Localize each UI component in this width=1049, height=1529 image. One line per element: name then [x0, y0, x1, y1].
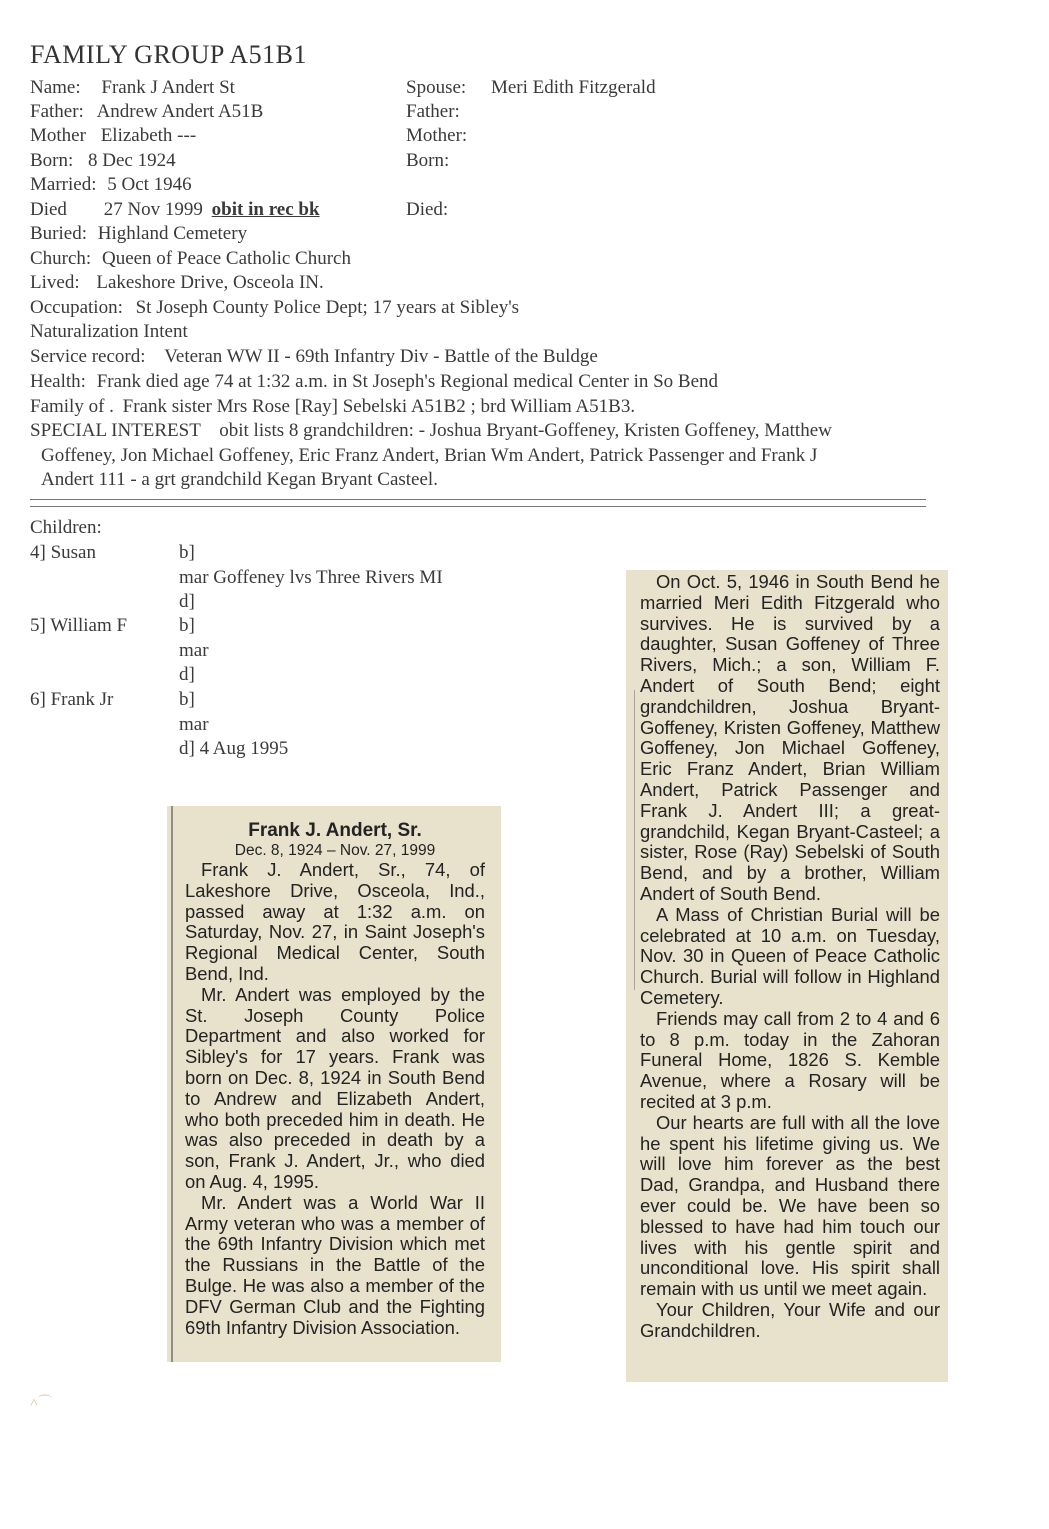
- church-label: Church:: [30, 248, 92, 269]
- married-value: 5 Oct 1946: [107, 174, 192, 195]
- child-name: 6] Frank Jr: [30, 689, 114, 710]
- special-line2: Goffeney, Jon Michael Goffeney, Eric Franz Andert, Brian Wm Andert, Patrick Passenger and Frank J: [41, 445, 818, 466]
- lived-row: [30, 271, 324, 295]
- spouse-mother-label: Mother:: [406, 125, 468, 146]
- obituary-paragraph: Mr. Andert was a World War II Army veteran who was a member of the 69th Infantry Division which met the Russians in the Battle of the Bulge. He was also a member of the DFV German Club and the Fighting 69th Infantry Division Association.: [185, 1191, 485, 1338]
- lived-label: Lived:: [30, 272, 80, 293]
- child-married: mar Goffeney lvs Three Rivers MI: [179, 567, 443, 588]
- clipping-edge-line: [634, 690, 635, 990]
- child-born: b]: [179, 689, 195, 710]
- died-value: 27 Nov 1999: [103, 199, 203, 220]
- married-row: [30, 173, 192, 197]
- church-row: [30, 247, 351, 271]
- obituary-paragraph: On Oct. 5, 1946 in South Bend he married Meri Edith Fitzgerald who survives. He is survived by a daughter, Susan Goffeney of Three Rivers, Mich.; a son, William F. Andert of South Bend; eight grandchildren, Joshua Bryant-Goffeney, Kristen Goffeney, Matthew Goffeney, Jon Michael Goffeney, Eric Franz Andert, Brian William Andert, Patrick Passenger and Frank J. Andert III; a great-grandchild, Kegan Bryant-Casteel; a sister, Rose (Ray) Sebelski of South Bend, and by a brother, William Andert of South Bend.: [640, 571, 940, 904]
- obituary-paragraph: Our hearts are full with all the love he spent his lifetime giving us. We will love him forever as the best Dad, Grandpa, and Husband there ever could be. We have been so blessed to have had him touch our lives with his gentle spirit and unconditional love. His spirit shall remain with us until we meet again.: [640, 1111, 940, 1300]
- obituary-paragraph: Your Children, Your Wife and our Grandchildren.: [640, 1298, 940, 1341]
- father-label: Father:: [30, 101, 84, 122]
- obituary-clipping-2: [626, 570, 948, 1382]
- born-label: Born:: [30, 150, 74, 171]
- special-row: [30, 419, 832, 443]
- family-value: Frank sister Mrs Rose [Ray] Sebelski A51B2 ; brd William A51B3.: [122, 396, 636, 417]
- buried-row: [30, 222, 247, 246]
- child-name: 5] William F: [30, 615, 128, 636]
- obituary-heading: Frank J. Andert, Sr.: [248, 820, 422, 841]
- spouse-label: Spouse:: [406, 77, 467, 98]
- lived-value: Lakeshore Drive, Osceola IN.: [96, 272, 324, 293]
- married-label: Married:: [30, 174, 97, 195]
- naturalization-row: Naturalization Intent: [30, 321, 188, 342]
- child-born: b]: [179, 542, 195, 563]
- obituary-paragraph: Friends may call from 2 to 4 and 6 to 8 p.m. today in the Zahoran Funeral Home, 1826 S. Kemble Avenue, where a Rosary will be recited at 3 p.m.: [640, 1007, 940, 1112]
- service-row: [30, 345, 598, 369]
- mother-row: [30, 124, 196, 148]
- occupation-value: St Joseph County Police Dept; 17 years at Sibley's: [135, 297, 520, 318]
- buried-value: Highland Cemetery: [97, 223, 248, 244]
- special-line3: Andert 111 - a grt grandchild Kegan Bryant Casteel.: [41, 469, 438, 490]
- clipping-edge-line: [171, 806, 173, 1362]
- family-row: [30, 395, 635, 419]
- father-value: Andrew Andert A51B: [96, 101, 264, 122]
- spouse-value: Meri Edith Fitzgerald: [490, 77, 656, 98]
- church-value: Queen of Peace Catholic Church: [101, 248, 351, 269]
- child-died: d] 4 Aug 1995: [179, 738, 289, 759]
- mother-value: Elizabeth ---: [100, 125, 197, 146]
- child-married: mar: [179, 714, 209, 735]
- child-died: d]: [179, 591, 195, 612]
- health-label: Health:: [30, 371, 86, 392]
- health-row: [30, 370, 718, 394]
- stray-mark: ˄⌒: [30, 1396, 52, 1411]
- obituary-paragraph: Mr. Andert was employed by the St. Joseph County Police Department and also worked for Sibley's for 17 years. Frank was born on Dec. 8, 1924 in South Bend to Andrew and Elizabeth Andert, who both preceded him in death. He was also preceded in death by a son, Frank J. Andert, Jr., who died on Aug. 4, 1995.: [185, 983, 485, 1192]
- page-title: FAMILY GROUP A51B1: [30, 40, 308, 69]
- occupation-label: Occupation:: [30, 297, 123, 318]
- name-label: Name:: [30, 77, 81, 98]
- spouse-born-label: Born:: [406, 150, 450, 171]
- name-row: [30, 76, 235, 100]
- child-married: mar: [179, 640, 209, 661]
- special-label: SPECIAL INTEREST: [30, 420, 201, 441]
- child-born: b]: [179, 615, 195, 636]
- child-died: d]: [179, 664, 195, 685]
- spouse-died-label: Died:: [406, 199, 449, 220]
- died-label: Died: [30, 199, 67, 220]
- born-value: 8 Dec 1924: [88, 150, 176, 171]
- child-name: 4] Susan: [30, 542, 96, 563]
- obit-note: obit in rec bk: [211, 199, 320, 220]
- occupation-row: [30, 296, 519, 320]
- mother-label: Mother: [30, 125, 86, 146]
- born-row: [30, 149, 176, 173]
- service-value: Veteran WW II - 69th Infantry Div - Battle of the Buldge: [164, 346, 598, 367]
- spouse-row: [406, 76, 656, 100]
- health-value: Frank died age 74 at 1:32 a.m. in St Joseph's Regional medical Center in So Bend: [96, 371, 719, 392]
- died-row: [30, 198, 320, 222]
- name-value: Frank J Andert St: [101, 77, 235, 98]
- family-label: Family of .: [30, 396, 114, 417]
- obituary-clipping-1: [167, 806, 501, 1362]
- children-heading: Children:: [30, 517, 102, 538]
- service-label: Service record:: [30, 346, 146, 367]
- divider-rule: [30, 499, 926, 507]
- buried-label: Buried:: [30, 223, 87, 244]
- father-row: [30, 100, 263, 124]
- obituary-paragraph: A Mass of Christian Burial will be celebrated at 10 a.m. on Tuesday, Nov. 30 in Queen of Peace Catholic Church. Burial will follow in Highland Cemetery.: [640, 903, 940, 1008]
- obituary-paragraph: Frank J. Andert, Sr., 74, of Lakeshore Drive, Osceola, Ind., passed away at 1:32 a.m. on Saturday, Nov. 27, in Saint Joseph's Regional Medical Center, South Bend, Ind.: [185, 859, 485, 984]
- special-line1: obit lists 8 grandchildren: - Joshua Bryant-Goffeney, Kristen Goffeney, Matthew: [219, 420, 832, 441]
- obituary-dates: Dec. 8, 1924 – Nov. 27, 1999: [234, 842, 436, 859]
- spouse-father-label: Father:: [406, 101, 460, 122]
